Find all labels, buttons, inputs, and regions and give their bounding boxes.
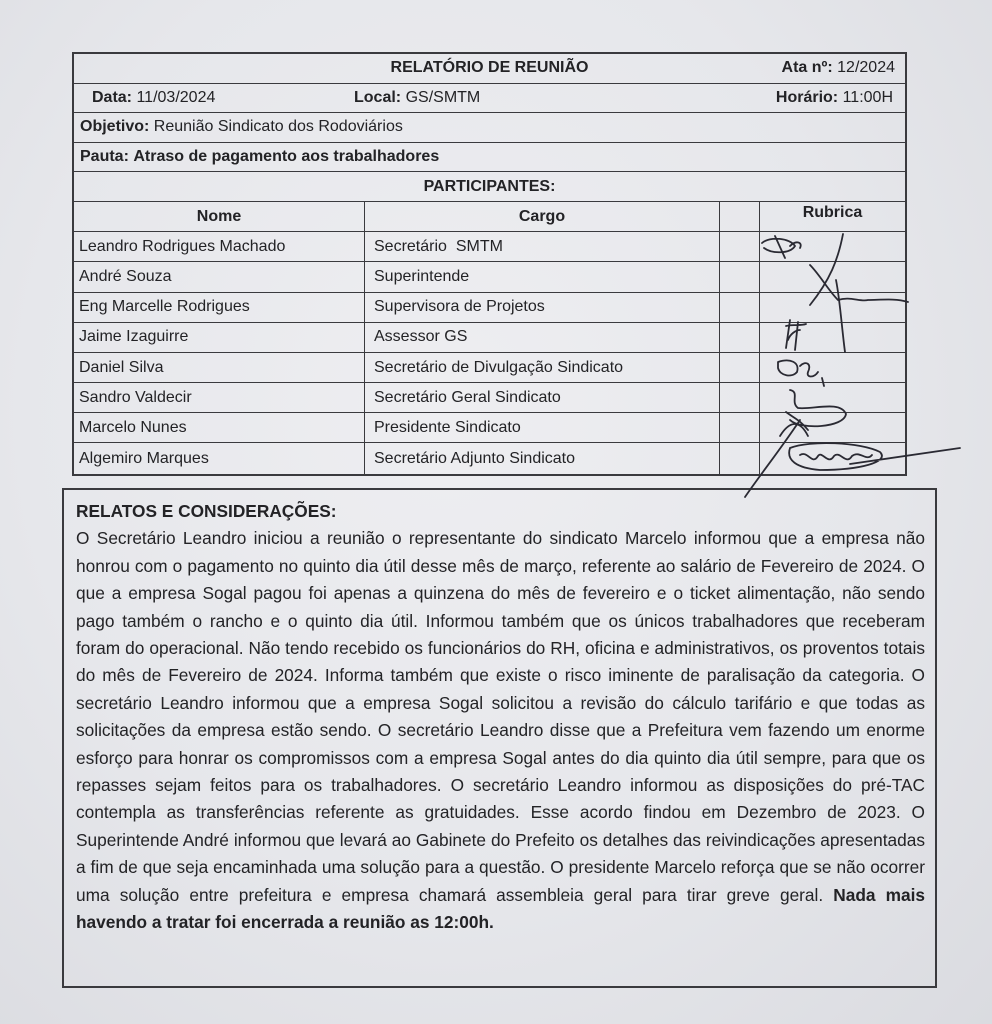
participant-name: Daniel Silva [74,353,365,382]
participant-row [74,443,905,473]
relatos-body: O Secretário Leandro iniciou a reunião o representante do sindicato Marcelo informou que a empresa não honrou com o pagamento no quinto dia útil desse mês de março, referente ao salário de Fevereiro de 2024. O que a empresa Sogal pagou foi apenas a quinzena do mês de fevereiro e o ticket alimentação, não sendo pago também o rancho e o quinto dia útil. Informou também que os únicos trabalhadores que receberam foram do operacional. Não tendo recebido os funcionários do RH, oficina e administrativos, os proventos totais do mês de Fevereiro de 2024. Informa também que existe o risco iminente de paralisação da categoria. O secretário Leandro informou que a empresa Sogal solicitou a revisão do cálculo tarifário e que todas as solicitações da empresa estão sendo. O secretário Leandro disse que a Prefeitura vem fazendo um enorme esforço para honrar os compromissos com a empresa Sogal antes do dia quinto dia útil sempre, para que os repasses sejam feitos para os trabalhadores. O secretário Leandro informou as disposições do pré-TAC contempla as transferências referente as gratuidades. Esse acordo findou em Dezembro de 2023. O Superintende André informou que levará ao Gabinete do Prefeito os detalhes das reivindicações apresentadas a fim de que seja encaminhada uma solução para a questão. O presidente Marcelo reforça que se não ocorrer uma solução entre prefeitura e empresa chamará assembleia geral para tirar greve geral. [76,528,925,905]
participant-blank-cell [720,353,760,382]
ata-number [782,59,895,77]
participant-blank-cell [720,262,760,291]
participant-row [74,323,905,353]
participant-signature-cell [760,232,905,261]
participant-row [74,293,905,323]
participant-name: André Souza [74,262,365,291]
participant-role: Presidente Sindicato [365,413,720,442]
participants-title-row [74,172,905,202]
participant-row [74,262,905,292]
participant-row [74,353,905,383]
participant-name: Algemiro Marques [74,443,365,473]
participant-blank-cell [720,443,760,473]
column-header-blank [720,202,760,231]
agenda-label: Pauta: [80,148,129,166]
objective-value: Reunião Sindicato dos Rodoviários [153,118,403,136]
participant-role: Secretário Geral Sindicato [365,383,720,412]
participant-row [74,232,905,262]
participant-name: Leandro Rodrigues Machado [74,232,365,261]
location-value: GS/SMTM [405,88,481,106]
participant-signature-cell [760,262,905,291]
agenda-value: Atraso de pagamento aos trabalhadores [133,148,440,166]
date-value: 11/03/2024 [136,88,216,106]
meeting-time [776,89,893,107]
participant-blank-cell [720,323,760,352]
objective-row [74,113,905,143]
participant-role: Supervisora de Projetos [365,293,720,322]
participant-blank-cell [720,413,760,442]
participants-title: PARTICIPANTES: [423,177,556,195]
meeting-date [92,89,215,107]
participant-signature-cell [760,353,905,382]
title-row [74,54,905,84]
time-label: Horário: [775,88,839,106]
report-title: RELATÓRIO DE REUNIÃO [390,59,589,77]
agenda-row [74,143,905,173]
meeting-location [354,89,480,107]
participant-blank-cell [720,293,760,322]
participant-role: Superintende [365,262,720,291]
relatos-section [62,488,937,988]
participant-name: Marcelo Nunes [74,413,365,442]
participant-signature-cell [760,323,905,352]
participant-row [74,383,905,413]
relatos-title: RELATOS E CONSIDERAÇÕES: [76,501,337,521]
objective-label: Objetivo: [80,118,150,136]
participants-header-row [74,202,905,232]
relatos-closing: Nada mais havendo a tratar foi encerrada a reunião as 12:00h. [76,884,925,933]
participant-signature-cell [760,413,905,442]
info-row [74,84,905,114]
ata-value: 12/2024 [837,59,895,77]
column-header-cargo: Cargo [365,202,720,231]
participant-name: Jaime Izaguirre [74,323,365,352]
participant-role: Secretário de Divulgação Sindicato [365,353,720,382]
participant-signature-cell [760,293,905,322]
time-value: 11:00H [842,88,893,106]
date-label: Data: [92,88,133,106]
participant-blank-cell [720,232,760,261]
ata-label: Ata nº: [781,59,833,77]
participant-name: Eng Marcelle Rodrigues [74,293,365,322]
meeting-report-table [72,52,907,476]
participant-blank-cell [720,383,760,412]
participants-table [74,202,905,474]
location-label: Local: [354,88,402,106]
participant-name: Sandro Valdecir [74,383,365,412]
participant-role: Assessor GS [365,323,720,352]
participant-signature-cell [760,383,905,412]
column-header-rubrica: Rubrica [802,203,863,221]
participant-row [74,413,905,443]
participant-signature-cell [760,443,905,473]
column-header-nome: Nome [74,202,365,231]
participant-role: Secretário SMTM [365,232,720,261]
participant-role: Secretário Adjunto Sindicato [365,443,720,473]
